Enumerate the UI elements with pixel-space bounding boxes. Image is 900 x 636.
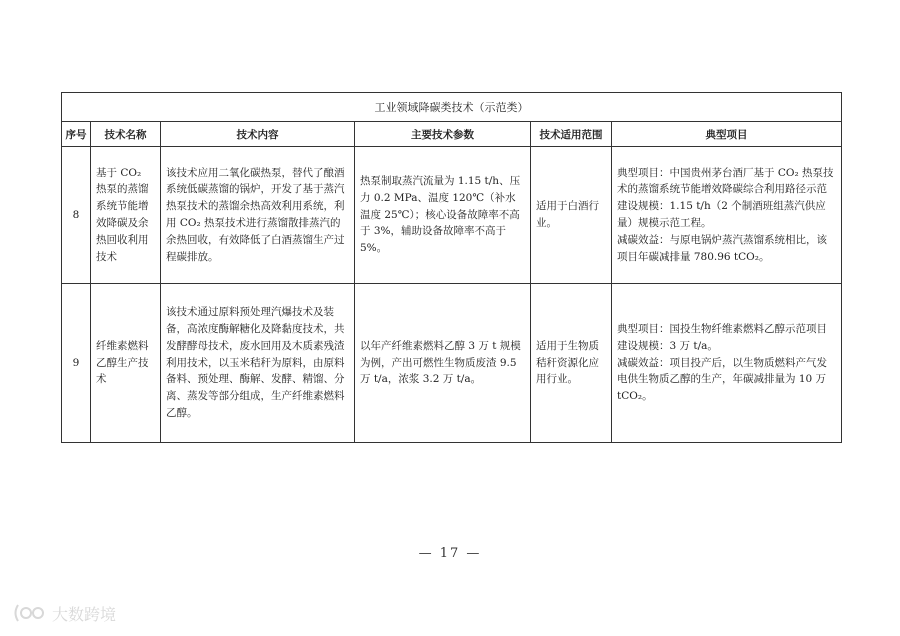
header-row <box>62 122 842 147</box>
col-header-content: 技术内容 <box>161 122 355 147</box>
col-header-name: 技术名称 <box>91 122 161 147</box>
page-number: — 17 — <box>418 546 482 561</box>
row-number: 9 <box>62 284 91 443</box>
row-number: 8 <box>62 147 91 284</box>
col-header-no: 序号 <box>62 122 91 147</box>
col-header-params: 主要技术参数 <box>355 122 531 147</box>
tech-scope: 适用于生物质秸秆资源化应用行业。 <box>531 284 612 443</box>
col-header-project: 典型项目 <box>612 122 842 147</box>
tech-table <box>61 92 842 443</box>
tech-content: 该技术应用二氧化碳热泵，替代了酿酒系统低碳蒸馏的锅炉，开发了基于蒸汽热泵技术的蒸馏余热高效利用系统，利用 CO₂ 热泵技术进行蒸馏散排蒸汽的余热回收，有效降低了白酒蒸馏生产过程碳排放。 <box>161 147 355 284</box>
tech-content: 该技术通过原料预处理汽爆技术及装备，高浓度酶解糖化及降黏度技术，共发酵酵母技术，废水回用及木质素残渣利用技术，以玉米秸秆为原料，由原料备料、预处理、酶解、发酵、精馏、分离、蒸发等部分组成，生产纤维素燃料乙醇。 <box>161 284 355 443</box>
watermark-text: 大数跨境 <box>52 604 117 624</box>
watermark <box>12 600 116 626</box>
table-title: 工业领域降碳类技术（示范类） <box>62 93 842 122</box>
tech-params: 以年产纤维素燃料乙醇 3 万 t 规模为例，产出可燃性生物质废渣 9.5 万 t/a，浓浆 3.2 万 t/a。 <box>355 284 531 443</box>
typical-project: 典型项目：中国贵州茅台酒厂基于 CO₂ 热泵技术的蒸馏系统节能增效降碳综合利用路径示范 建设规模：1.15 t/h（2 个制酒班组蒸汽供应量）规模示范工程。 减碳效益：与原电锅炉蒸汽蒸馏系统相比，该项目年碳减排量 780.96 tCO₂。 <box>612 147 842 284</box>
typical-project: 典型项目：国投生物纤维素燃料乙醇示范项目 建设规模：3 万 t/a。 减碳效益：项目投产后，以生物质燃料产气发电供生物质乙醇的生产，年碳减排量为 10 万 tCO₂。 <box>612 284 842 443</box>
watermark-logo-icon <box>12 602 48 624</box>
tech-params: 热泵制取蒸汽流量为 1.15 t/h、压力 0.2 MPa、温度 120℃（补水温度 25℃）；核心设备故障率不高于 3%，辅助设备故障率不高于 5%。 <box>355 147 531 284</box>
col-header-scope: 技术适用范围 <box>531 122 612 147</box>
tech-name: 纤维素燃料乙醇生产技术 <box>91 284 161 443</box>
table-row <box>62 147 842 284</box>
tech-name: 基于 CO₂ 热泵的蒸馏系统节能增效降碳及余热回收利用技术 <box>91 147 161 284</box>
tech-scope: 适用于白酒行业。 <box>531 147 612 284</box>
table-row <box>62 284 842 443</box>
